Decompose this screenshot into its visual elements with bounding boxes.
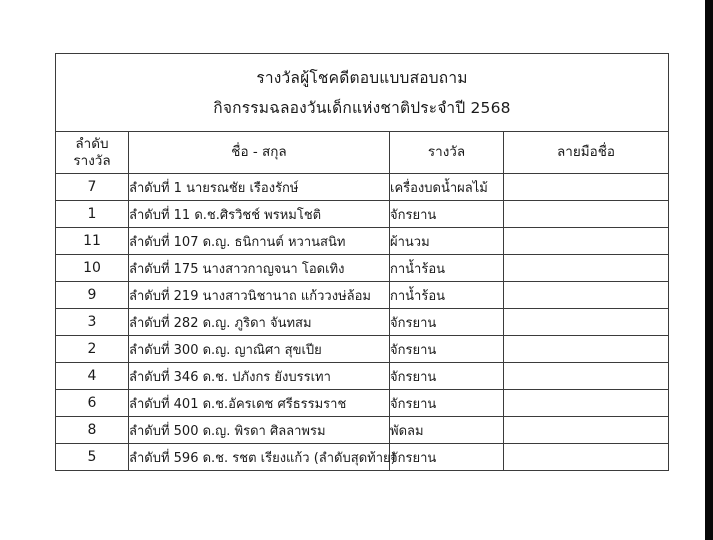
winner-signature-cell	[504, 309, 669, 336]
table-row	[56, 390, 669, 417]
winner-rank-cell: 5	[56, 444, 129, 471]
winner-rank-cell: 2	[56, 336, 129, 363]
table-row	[56, 444, 669, 471]
table-row	[56, 255, 669, 282]
column-header-signature: ลายมือชื่อ	[504, 132, 669, 174]
winner-prize-cell: พัดลม	[390, 417, 504, 444]
winner-name-cell: ลำดับที่ 282 ด.ญ. ภูริดา จันทสม	[129, 309, 390, 336]
winner-name-cell: ลำดับที่ 1 นายรณชัย เรืองรักษ์	[129, 174, 390, 201]
winner-prize-cell: จักรยาน	[390, 363, 504, 390]
column-header-rank-line-1: ลำดับ	[75, 135, 109, 152]
column-header-rank	[56, 132, 129, 174]
award-winners-table	[55, 53, 669, 471]
winner-signature-cell	[504, 444, 669, 471]
winner-name-cell: ลำดับที่ 107 ด.ญ. ธนิกานต์ หวานสนิท	[129, 228, 390, 255]
header-row	[56, 132, 669, 174]
winner-prize-cell: เครื่องบดน้ำผลไม้	[390, 174, 504, 201]
winner-prize-cell: จักรยาน	[390, 201, 504, 228]
winner-name-cell: ลำดับที่ 11 ด.ช.ศิรวิชช์ พรหมโชติ	[129, 201, 390, 228]
table-row	[56, 309, 669, 336]
document-title-line-2: กิจกรรมฉลองวันเด็กแห่งชาติประจำปี 2568	[213, 98, 511, 117]
table-row	[56, 282, 669, 309]
winner-signature-cell	[504, 228, 669, 255]
winner-prize-cell: กาน้ำร้อน	[390, 282, 504, 309]
winner-rank-cell: 10	[56, 255, 129, 282]
column-header-rank-line-2: รางวัล	[73, 152, 111, 169]
winner-name-cell: ลำดับที่ 500 ด.ญ. พิรดา ศิลลาพรม	[129, 417, 390, 444]
winner-signature-cell	[504, 201, 669, 228]
winner-rank-cell: 3	[56, 309, 129, 336]
winner-prize-cell: จักรยาน	[390, 444, 504, 471]
winner-signature-cell	[504, 174, 669, 201]
winner-prize-cell: ผ้านวม	[390, 228, 504, 255]
winner-prize-cell: กาน้ำร้อน	[390, 255, 504, 282]
winner-name-cell: ลำดับที่ 300 ด.ญ. ญาณิศา สุขเปีย	[129, 336, 390, 363]
winner-name-cell: ลำดับที่ 346 ด.ช. ปภังกร ยังบรรเทา	[129, 363, 390, 390]
page-edge-band	[705, 0, 713, 540]
winner-signature-cell	[504, 336, 669, 363]
table-head	[56, 54, 669, 174]
table-row	[56, 201, 669, 228]
winner-signature-cell	[504, 390, 669, 417]
winner-signature-cell	[504, 282, 669, 309]
table-row	[56, 417, 669, 444]
table-row	[56, 228, 669, 255]
table-body	[56, 174, 669, 471]
winner-prize-cell: จักรยาน	[390, 390, 504, 417]
title-row	[56, 54, 669, 132]
document-title-block	[56, 54, 669, 132]
winner-name-cell: ลำดับที่ 175 นางสาวกาญจนา โอดเทิง	[129, 255, 390, 282]
winner-rank-cell: 11	[56, 228, 129, 255]
winner-signature-cell	[504, 363, 669, 390]
winner-rank-cell: 7	[56, 174, 129, 201]
winner-rank-cell: 4	[56, 363, 129, 390]
column-header-name: ชื่อ - สกุล	[129, 132, 390, 174]
table-row	[56, 363, 669, 390]
winner-prize-cell: จักรยาน	[390, 336, 504, 363]
column-header-prize: รางวัล	[390, 132, 504, 174]
winner-name-cell: ลำดับที่ 219 นางสาวนิชานาถ แก้ววงษ่ล้อม	[129, 282, 390, 309]
winner-rank-cell: 9	[56, 282, 129, 309]
winner-rank-cell: 1	[56, 201, 129, 228]
table-row	[56, 336, 669, 363]
winner-signature-cell	[504, 417, 669, 444]
table-row	[56, 174, 669, 201]
winner-signature-cell	[504, 255, 669, 282]
winner-rank-cell: 8	[56, 417, 129, 444]
winner-prize-cell: จักรยาน	[390, 309, 504, 336]
winner-rank-cell: 6	[56, 390, 129, 417]
document-title-line-1: รางวัลผู้โชคดีตอบแบบสอบถาม	[256, 68, 468, 87]
winner-name-cell: ลำดับที่ 596 ด.ช. รชต เรียงแก้ว (ลำดับสุดท้าย)	[129, 444, 390, 471]
winner-name-cell: ลำดับที่ 401 ด.ช.อัครเดช ศรีธรรมราช	[129, 390, 390, 417]
